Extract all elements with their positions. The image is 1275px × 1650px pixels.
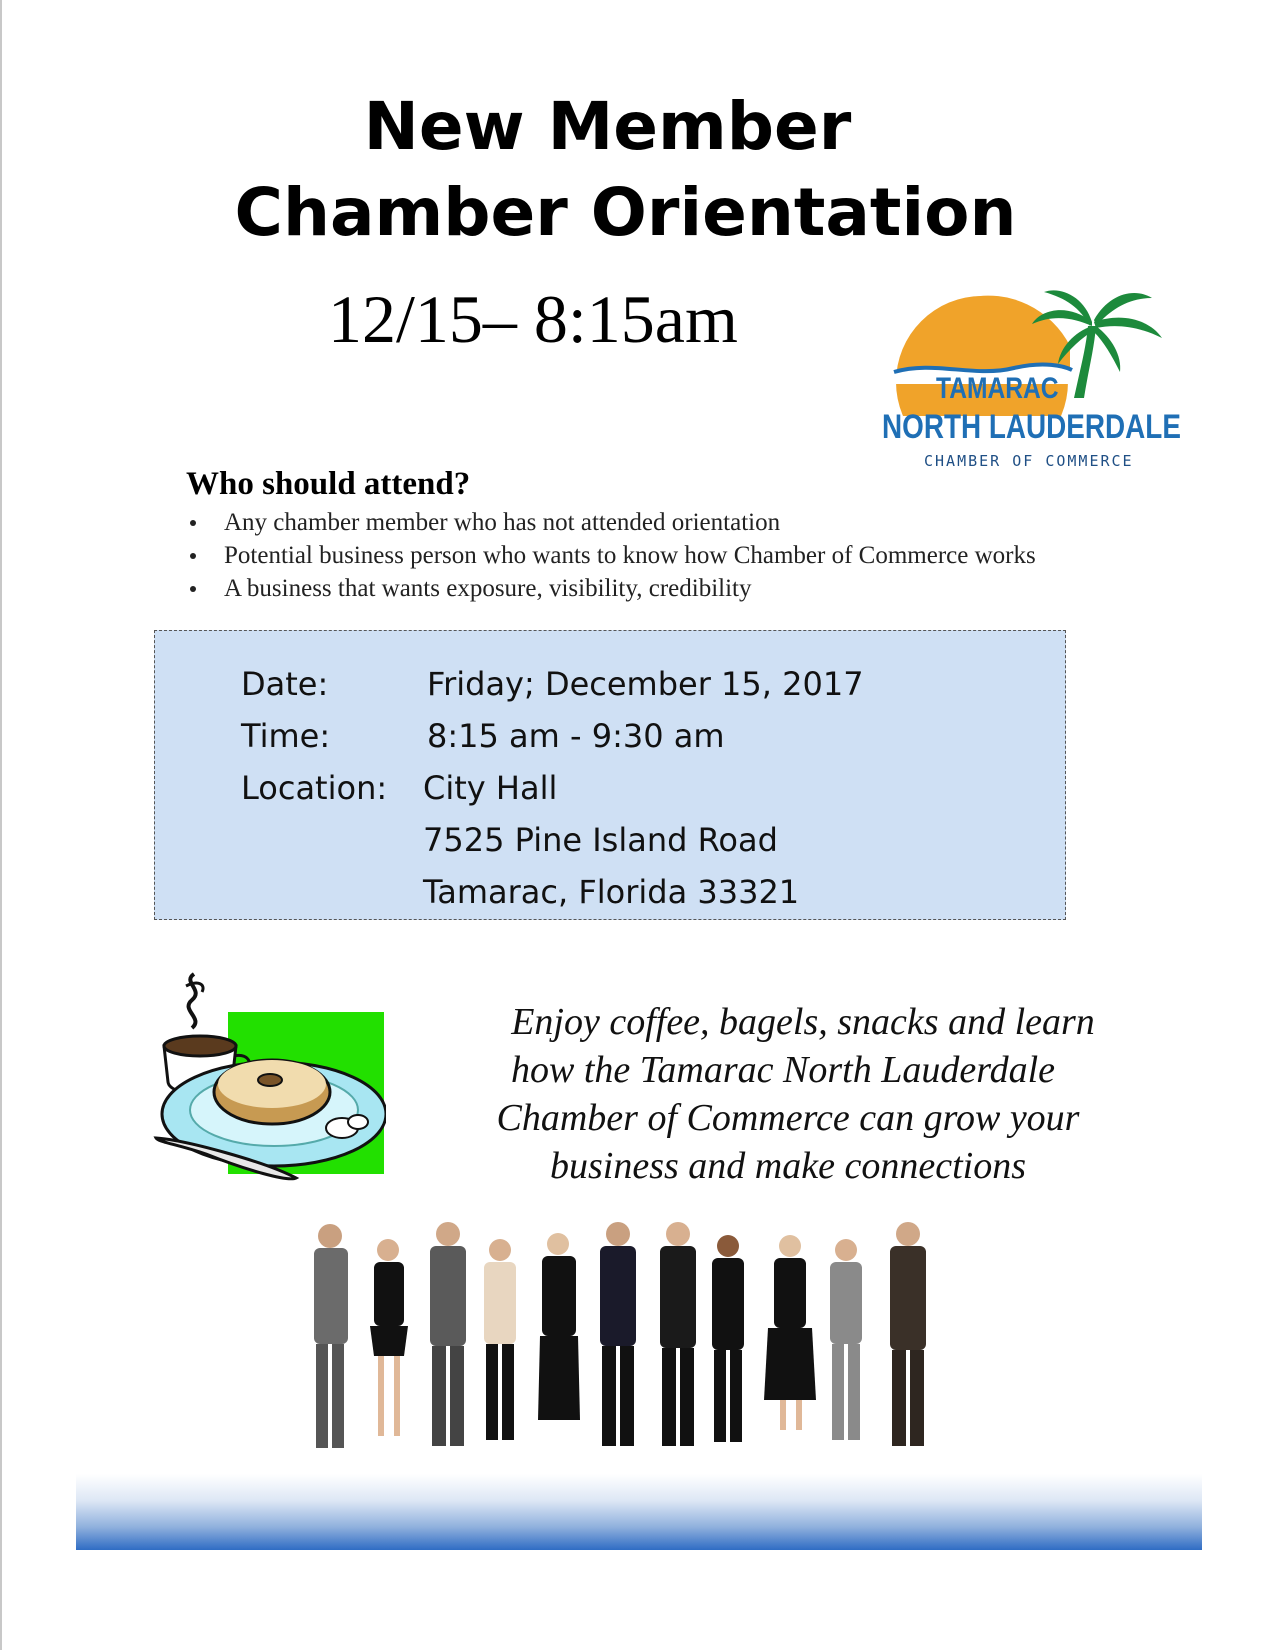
person-figure <box>830 1239 862 1440</box>
who-should-attend-heading: Who should attend? <box>186 466 471 502</box>
attendee-list <box>186 506 1036 605</box>
location-line-2: 7525 Pine Island Road <box>423 821 778 859</box>
date-value: Friday; December 15, 2017 <box>427 665 864 703</box>
list-item <box>186 539 1036 572</box>
person-figure <box>538 1233 580 1420</box>
promo-line-4: business and make connections <box>550 1145 1026 1187</box>
promo-line-2: how the Tamarac North Lauderdale <box>510 1049 1055 1091</box>
event-datetime-heading: 12/15– 8:15am <box>328 281 738 357</box>
logo-text-chamber: CHAMBER OF COMMERCE <box>924 452 1134 470</box>
person-figure <box>430 1222 466 1446</box>
event-details-box <box>154 630 1066 920</box>
date-label: Date: <box>241 665 329 703</box>
promo-text <box>438 998 1138 1190</box>
promo-line-1: Enjoy coffee, bagels, snacks and learn <box>511 1001 1095 1043</box>
location-line-3: Tamarac, Florida 33321 <box>423 873 800 911</box>
coffee-bagel-icon <box>146 962 386 1184</box>
person-figure <box>890 1222 926 1446</box>
list-item-text: Potential business person who wants to know how Chamber of Commerce works <box>224 542 1036 569</box>
time-value: 8:15 am - 9:30 am <box>427 717 725 755</box>
location-line-1: City Hall <box>423 769 558 807</box>
title-line-2: Chamber Orientation <box>234 174 1017 251</box>
list-item <box>186 506 1036 539</box>
business-people-group-icon <box>300 1220 980 1470</box>
bullet-icon <box>190 553 196 559</box>
person-figure <box>764 1235 816 1430</box>
promo-line-3: Chamber of Commerce can grow your <box>496 1097 1080 1139</box>
person-figure <box>600 1222 636 1446</box>
chamber-logo <box>874 286 1184 486</box>
footer-gradient-bar <box>76 1474 1202 1550</box>
bullet-icon <box>190 520 196 526</box>
person-figure <box>712 1235 744 1442</box>
time-label: Time: <box>241 717 331 755</box>
logo-text-tamarac: TAMARAC <box>936 372 1059 405</box>
person-figure <box>660 1222 696 1446</box>
list-item-text: A business that wants exposure, visibility, credibility <box>224 575 752 602</box>
list-item-text: Any chamber member who has not attended orientation <box>224 509 781 536</box>
person-figure <box>484 1239 516 1440</box>
bullet-icon <box>190 586 196 592</box>
person-figure <box>370 1239 408 1436</box>
person-figure <box>314 1224 348 1448</box>
location-label: Location: <box>241 769 388 807</box>
title-line-1: New Member <box>363 88 852 165</box>
logo-text-north-lauderdale: NORTH LAUDERDALE <box>882 408 1181 446</box>
list-item <box>186 572 1036 605</box>
